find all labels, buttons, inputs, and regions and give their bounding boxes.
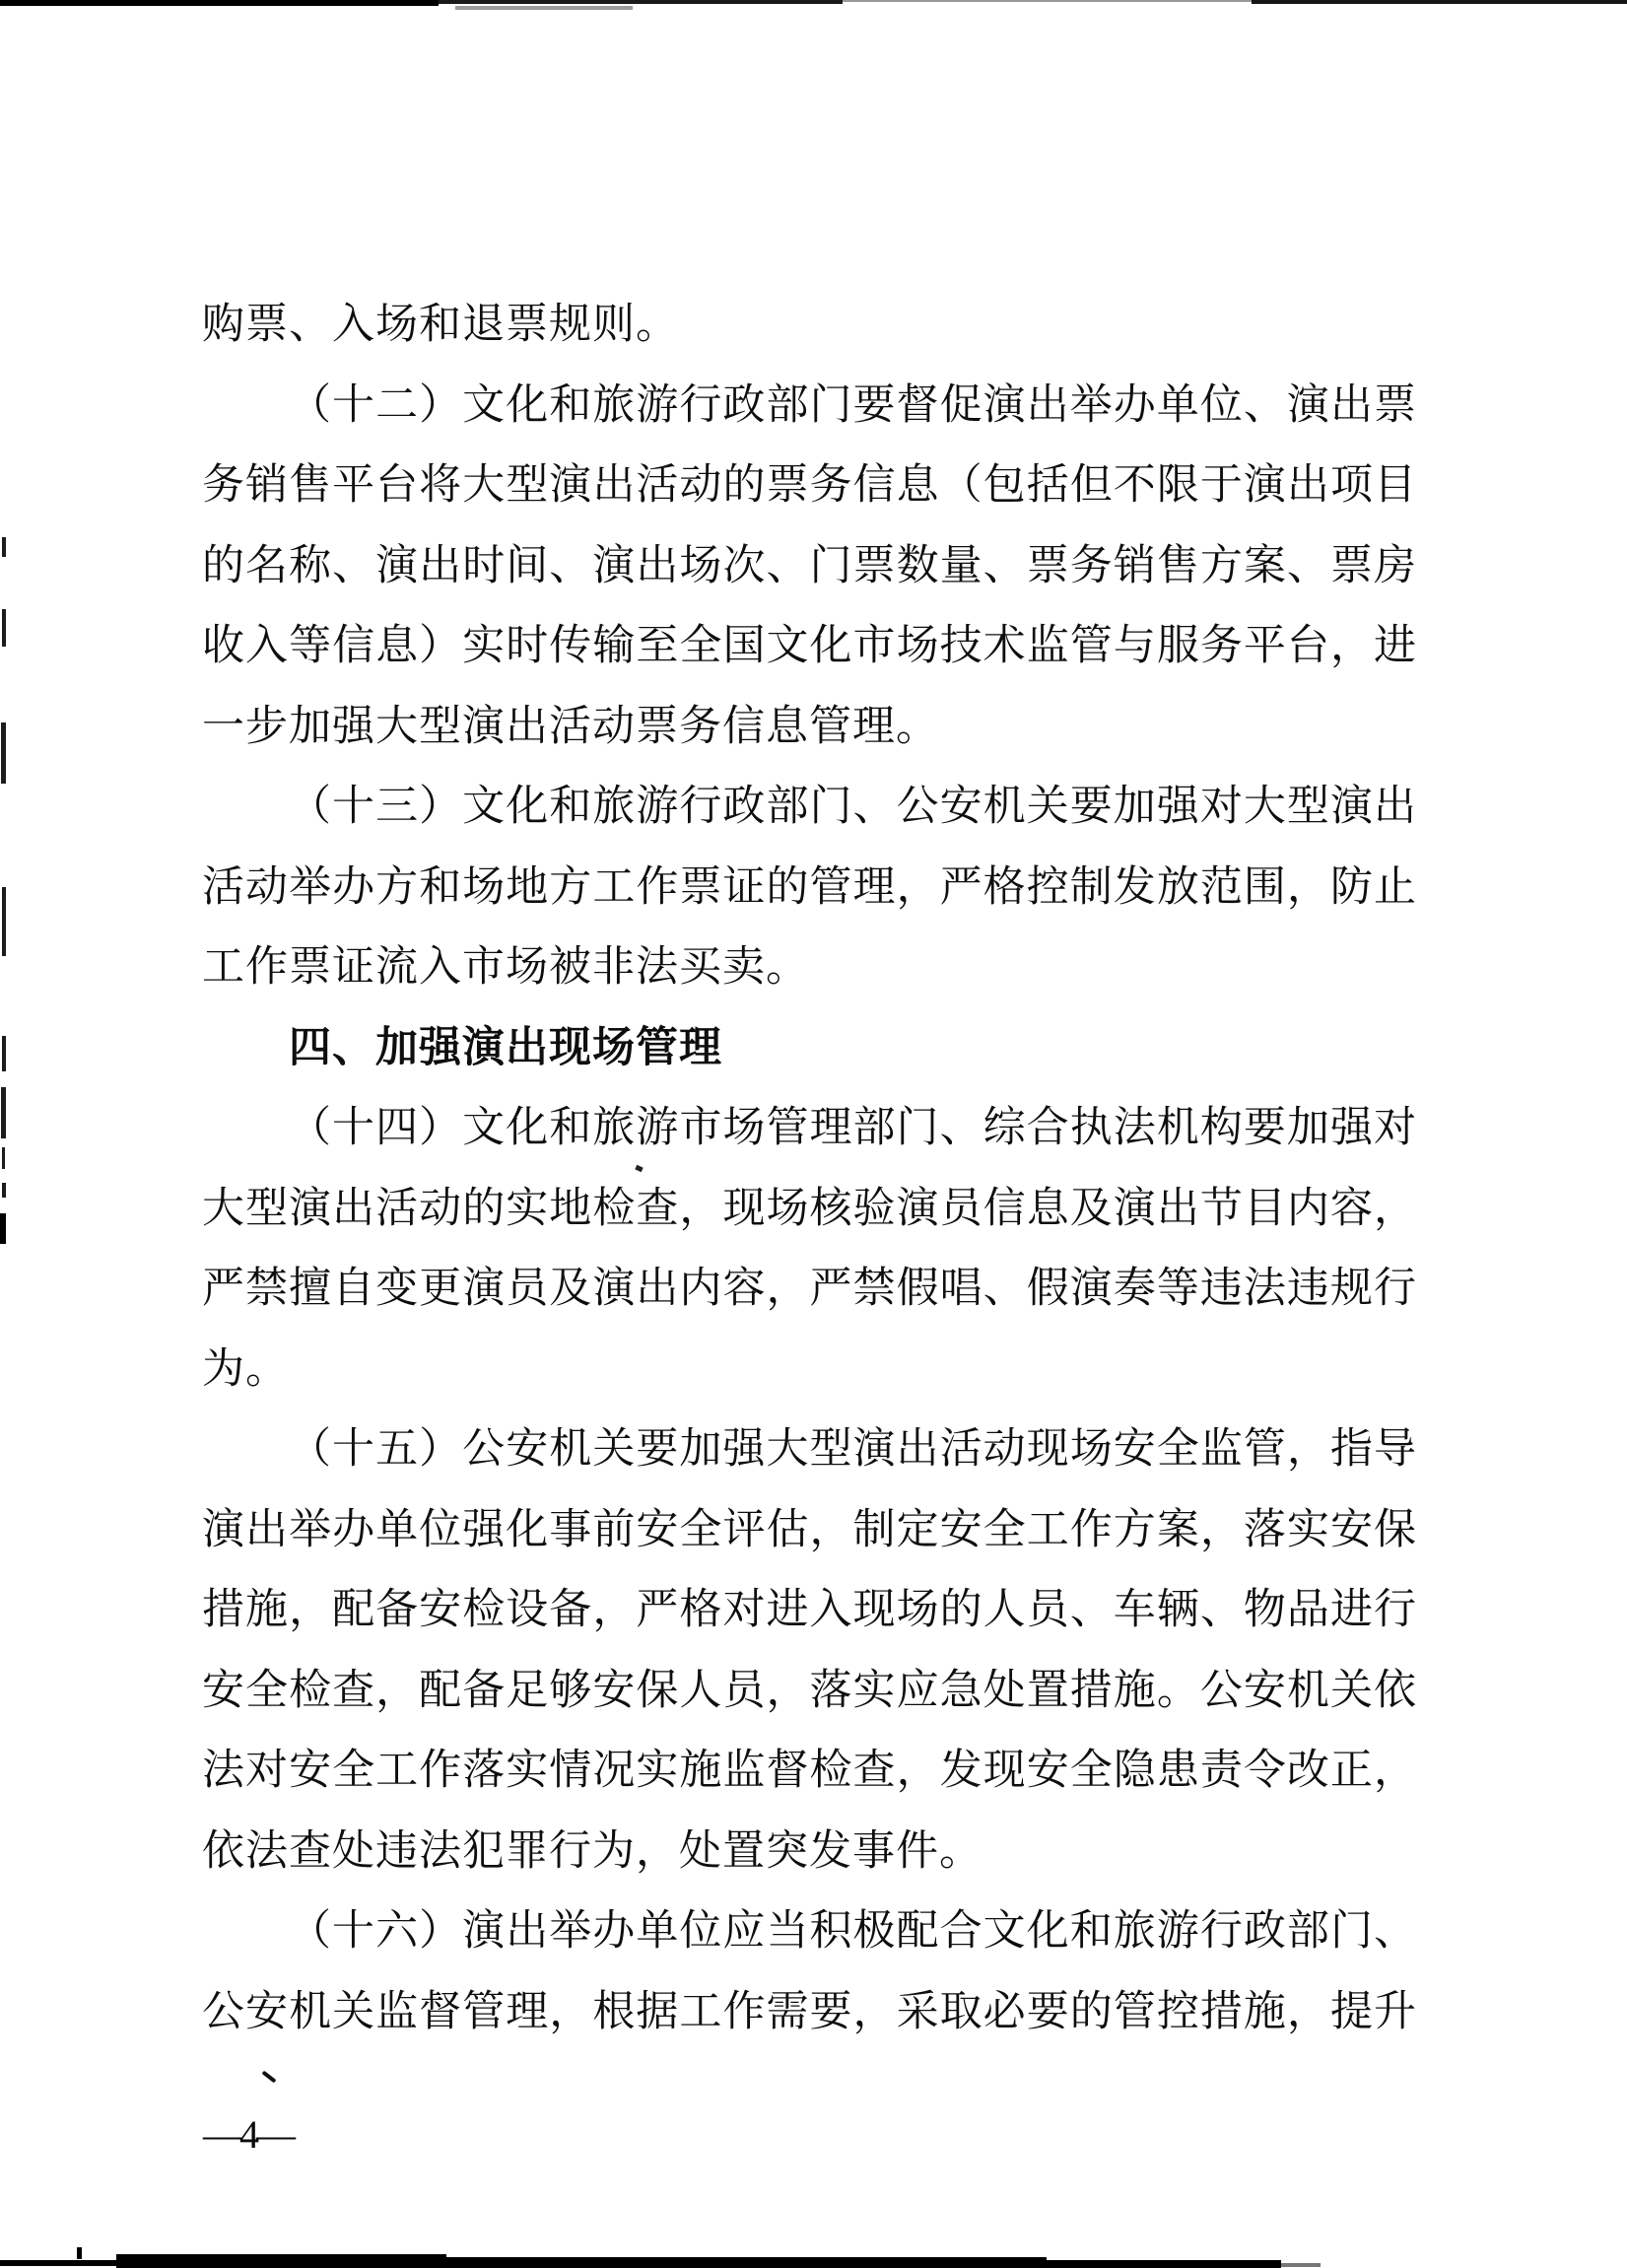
text-line: 演出举办单位强化事前安全评估，制定安全工作方案，落实安保 (202, 1506, 1416, 1553)
scan-artifact-left-mark (2, 1147, 5, 1169)
scan-artifact-bottom-edge (1043, 2260, 1281, 2268)
text-line: 大型演出活动的实地检查，现场核验演员信息及演出节目内容， (202, 1185, 1416, 1232)
text-line: 依法查处违法犯罪行为，处置突发事件。 (202, 1827, 983, 1875)
text-line: （十四）文化和旅游市场管理部门、综合执法机构要加强对 (289, 1105, 1416, 1151)
scan-artifact-left-mark (0, 1213, 6, 1244)
text-line: （十五）公安机关要加强大型演出活动现场安全监管，指导 (289, 1426, 1416, 1473)
scan-artifact-bottom-edge (443, 2257, 1047, 2268)
scan-artifact-bottom-edge (116, 2254, 446, 2268)
scan-artifact-top-edge (455, 6, 633, 10)
scan-artifact-top-edge (439, 0, 843, 4)
scan-artifact-bottom-edge (1281, 2263, 1321, 2267)
scan-artifact-top-edge (0, 0, 439, 6)
text-line: （十二）文化和旅游行政部门要督促演出举办单位、演出票 (289, 381, 1416, 429)
page-number: —4— (203, 2112, 293, 2157)
text-line: 安全检查，配备足够安保人员，落实应急处置措施。公安机关依 (202, 1667, 1416, 1714)
text-line: 活动举办方和场地方工作票证的管理，严格控制发放范围，防止 (202, 863, 1416, 911)
scan-artifact-left-mark (1, 722, 6, 784)
text-line: 严禁擅自变更演员及演出内容，严禁假唱、假演奏等违法违规行 (202, 1266, 1416, 1312)
scan-artifact-top-edge (1252, 0, 1627, 4)
text-line: 措施，配备安检设备，严格对进入现场的人员、车辆、物品进行 (202, 1587, 1416, 1633)
scan-artifact-bottom-edge (77, 2247, 82, 2259)
text-line: 法对安全工作落实情况实施监督检查，发现安全隐患责令改正， (202, 1748, 1416, 1794)
text-line: 务销售平台将大型演出活动的票务信息（包括但不限于演出项目 (202, 462, 1416, 509)
text-line: 一步加强大型演出活动票务信息管理。 (202, 703, 939, 750)
text-line: 购票、入场和退票规则。 (202, 302, 679, 348)
scan-artifact-left-mark (2, 1036, 6, 1071)
scan-artifact-tick (261, 2070, 276, 2083)
scan-artifact-left-mark (2, 609, 6, 647)
text-line: 收入等信息）实时传输至全国文化市场技术监管与服务平台，进 (202, 623, 1416, 669)
scan-artifact-bottom-edge (0, 2260, 118, 2266)
text-line: （十三）文化和旅游行政部门、公安机关要加强对大型演出 (289, 784, 1416, 830)
section-heading: 四、加强演出现场管理 (289, 1024, 722, 1071)
text-line: 的名称、演出时间、演出场次、门票数量、票务销售方案、票房 (202, 542, 1416, 589)
scan-artifact-left-mark (2, 1183, 6, 1198)
text-line: 公安机关监督管理，根据工作需要，采取必要的管控措施，提升 (202, 1988, 1416, 2035)
scan-artifact-left-mark (2, 887, 6, 956)
text-line: 工作票证流入市场被非法买卖。 (202, 944, 809, 991)
scan-artifact-left-mark (1, 1087, 6, 1138)
text-line: （十六）演出举办单位应当积极配合文化和旅游行政部门、 (289, 1908, 1416, 1955)
text-line: 为。 (202, 1345, 289, 1393)
scan-artifact-left-mark (2, 537, 6, 557)
scan-artifact-top-edge (843, 0, 1252, 2)
document-text-block (202, 285, 1416, 2052)
